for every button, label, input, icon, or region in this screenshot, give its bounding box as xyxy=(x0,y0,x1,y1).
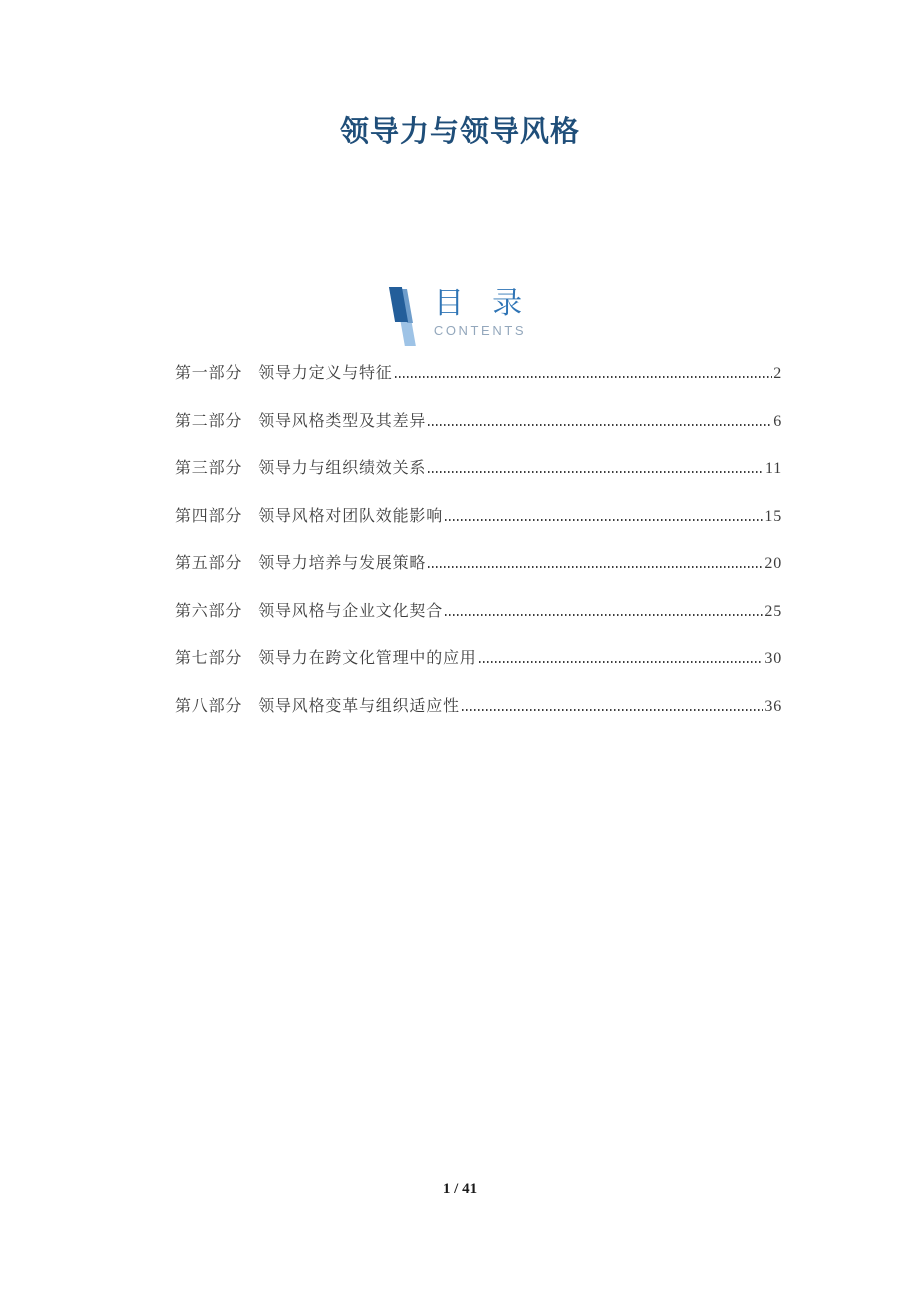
toc-dot-leader xyxy=(462,709,764,711)
toc-entry-section-label: 第六部分 xyxy=(175,602,243,620)
page-title: 领导力与领导风格 xyxy=(339,116,580,148)
toc-entry[interactable] xyxy=(175,648,782,670)
toc-dot-leader xyxy=(428,471,764,473)
toc-entry-title: 领导风格对团队效能影响 xyxy=(258,507,444,525)
toc-entry-page-number: 2 xyxy=(773,365,782,382)
toc-entry[interactable] xyxy=(175,458,782,480)
toc-entry-title: 领导风格类型及其差异 xyxy=(258,412,427,430)
toc-logo-icon xyxy=(388,287,426,349)
toc-list xyxy=(175,363,782,743)
toc-entry-page-number: 11 xyxy=(764,460,782,477)
toc-entry-title: 领导风格与企业文化契合 xyxy=(258,602,444,620)
toc-dot-leader xyxy=(428,424,772,426)
toc-entry[interactable] xyxy=(175,553,782,575)
toc-title-english: CONTENTS xyxy=(433,323,527,338)
toc-entry-page-number: 30 xyxy=(764,650,782,667)
toc-entry-section-label: 第八部分 xyxy=(175,697,243,715)
toc-dot-leader xyxy=(445,614,763,616)
toc-dot-leader xyxy=(479,661,764,663)
toc-entry[interactable] xyxy=(175,696,782,718)
toc-entry-page-number: 25 xyxy=(764,602,782,620)
toc-entry-section-label: 第一部分 xyxy=(175,365,243,382)
toc-dot-leader xyxy=(445,519,763,521)
toc-titles xyxy=(434,287,532,338)
toc-entry-page-number: 20 xyxy=(764,555,782,572)
toc-entry-section-label: 第二部分 xyxy=(175,412,243,430)
toc-entry-title: 领导风格变革与组织适应性 xyxy=(258,697,460,715)
toc-entry[interactable] xyxy=(175,363,782,385)
toc-header xyxy=(0,287,920,349)
toc-title-chinese: 目 录 xyxy=(433,287,533,320)
toc-entry-page-number: 6 xyxy=(773,412,782,430)
toc-entry-title: 领导力培养与发展策略 xyxy=(258,555,427,572)
page-number-indicator: 1 / 41 xyxy=(442,1181,478,1197)
toc-entry-title: 领导力与组织绩效关系 xyxy=(258,460,427,477)
toc-entry[interactable] xyxy=(175,411,782,433)
toc-entry[interactable] xyxy=(175,601,782,623)
toc-entry-title: 领导力定义与特征 xyxy=(258,365,393,382)
toc-entry[interactable] xyxy=(175,506,782,528)
toc-entry-title: 领导力在跨文化管理中的应用 xyxy=(258,650,477,667)
toc-dot-leader xyxy=(428,566,763,568)
toc-entry-section-label: 第三部分 xyxy=(175,460,243,477)
toc-dot-leader xyxy=(395,376,773,378)
toc-entry-section-label: 第四部分 xyxy=(175,507,243,525)
toc-entry-section-label: 第五部分 xyxy=(175,555,243,572)
toc-entry-page-number: 15 xyxy=(764,507,782,525)
toc-entry-section-label: 第七部分 xyxy=(175,650,243,667)
toc-entry-page-number: 36 xyxy=(764,697,782,715)
